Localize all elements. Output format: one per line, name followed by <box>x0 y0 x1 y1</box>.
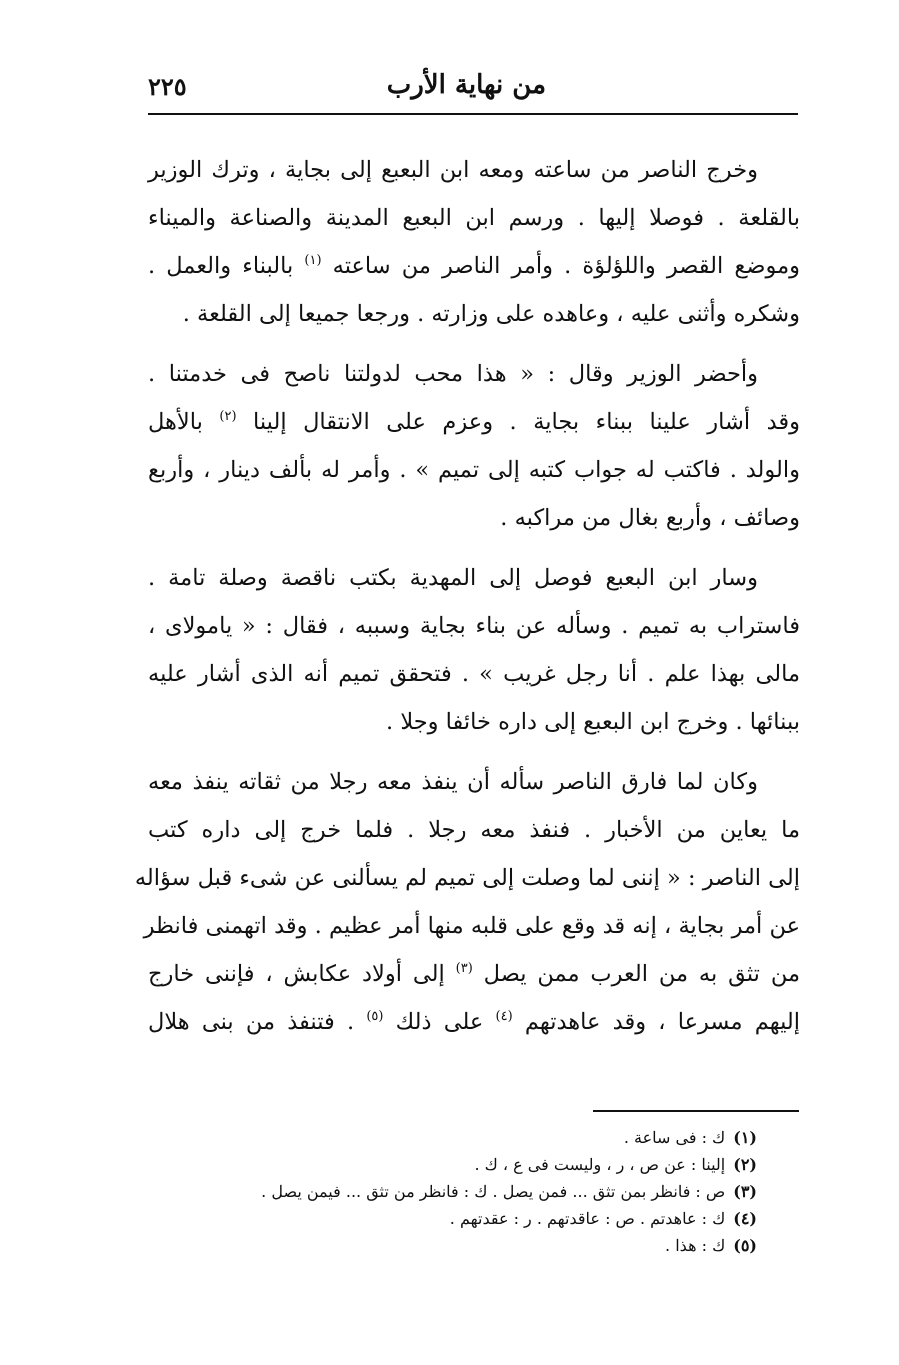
text-line: وكان لما فارق الناصر سأله أن ينفذ معه رجلا من ثقاته ينفذ معه <box>148 769 758 795</box>
footnote-marker: (٤) <box>495 1009 513 1024</box>
paragraph-4 <box>134 758 801 1046</box>
text-line: إلى الناصر : « إننى لما وصلت إلى تميم لم يسألنى عن شىء قبل سؤاله <box>134 865 800 891</box>
page-number: ٢٢٥ <box>148 72 187 101</box>
footnote-marker: (٢) <box>219 409 237 424</box>
page-header <box>148 62 796 112</box>
text-line: وصائف ، وأربع بغال من مراكبه . <box>500 505 800 531</box>
footnote-number: (٢) <box>733 1155 757 1174</box>
text-line: إليهم مسرعا ، وقد عاهدتهم $^{(٤)}$ على ذلك $^{(٥)}$ . فتنفذ من بنى هلال <box>148 1009 800 1035</box>
running-title: من نهاية الأرب <box>386 70 546 100</box>
text-line: بالقلعة . فوصلا إليها . ورسم ابن البعبع المدينة والصناعة والميناء <box>148 205 800 231</box>
footnote <box>157 1178 757 1205</box>
text-line: ببنائها . وخرج ابن البعبع إلى داره خائفا وجلا . <box>386 709 800 735</box>
footnote-marker: (١) <box>304 253 322 268</box>
footnote-rule <box>593 1110 799 1112</box>
text-line: وموضع القصر واللؤلؤة . وأمر الناصر من ساعته $^{(١)}$ بالبناء والعمل . <box>148 253 801 279</box>
text-line: وشكره وأثنى عليه ، وعاهده على وزارته . ورجعا جميعا إلى القلعة . <box>182 301 800 327</box>
footnote <box>157 1232 757 1259</box>
text-line: وأحضر الوزير وقال : « هذا محب لدولتنا ناصح فى خدمتنا . <box>148 361 758 387</box>
text-line: وخرج الناصر من ساعته ومعه ابن البعبع إلى بجاية ، وترك الوزير <box>148 157 758 183</box>
footnote-number: (٣) <box>733 1182 757 1201</box>
text-line: ما يعاين من الأخبار . فنفذ معه رجلا . فلما خرج إلى داره كتب <box>148 817 800 843</box>
footnote-number: (٥) <box>733 1236 757 1255</box>
text-line: والولد . فاكتب له جواب كتبه إلى تميم » . وأمر له بألف دينار ، وأربع <box>148 457 800 483</box>
text-line: مالى بهذا علم . أنا رجل غريب » . فتحقق تميم أنه الذى أشار عليه <box>148 661 800 687</box>
footnote <box>157 1205 757 1232</box>
header-rule <box>148 113 798 115</box>
text-line: من تثق به من العرب ممن يصل $^{(٣)}$ إلى أولاد عكابش ، فإننى خارج <box>148 961 801 987</box>
text-line: عن أمر بجاية ، إنه قد وقع على قلبه منها أمر عظيم . وقد اتهمنى فانظر <box>143 913 800 939</box>
footnote-number: (٤) <box>733 1209 757 1228</box>
footnote-marker: (٣) <box>455 961 473 976</box>
paragraph-1 <box>148 146 800 338</box>
footnotes <box>157 1124 757 1259</box>
text-line: فاستراب به تميم . وسأله عن بناء بجاية وسببه ، فقال : « يامولاى ، <box>148 613 800 639</box>
footnote <box>157 1124 757 1151</box>
footnote <box>157 1151 757 1178</box>
footnote-marker: (٥) <box>366 1009 384 1024</box>
paragraph-3 <box>148 554 800 746</box>
text-line: وقد أشار علينا ببناء بجاية . وعزم على الانتقال إلينا $^{(٢)}$ بالأهل <box>148 409 801 435</box>
body-text <box>134 146 801 1058</box>
footnote-text: ص : فانظر بمن تثق ... فمن يصل . ك : فانظر من تثق ... فيمن يصل . <box>261 1182 726 1201</box>
footnote-text: ك : فى ساعة . <box>623 1128 726 1147</box>
text-line: وسار ابن البعبع فوصل إلى المهدية بكتب ناقصة وصلة تامة . <box>148 565 758 591</box>
footnote-number: (١) <box>733 1128 757 1147</box>
paragraph-2 <box>148 350 800 542</box>
footnote-text: إلينا : عن ص ، ر ، وليست فى ع ، ك . <box>474 1155 726 1174</box>
footnote-text: ك : هذا . <box>665 1236 726 1255</box>
footnote-text: ك : عاهدتم . ص : عاقدتهم . ر : عقدتهم . <box>449 1209 726 1228</box>
